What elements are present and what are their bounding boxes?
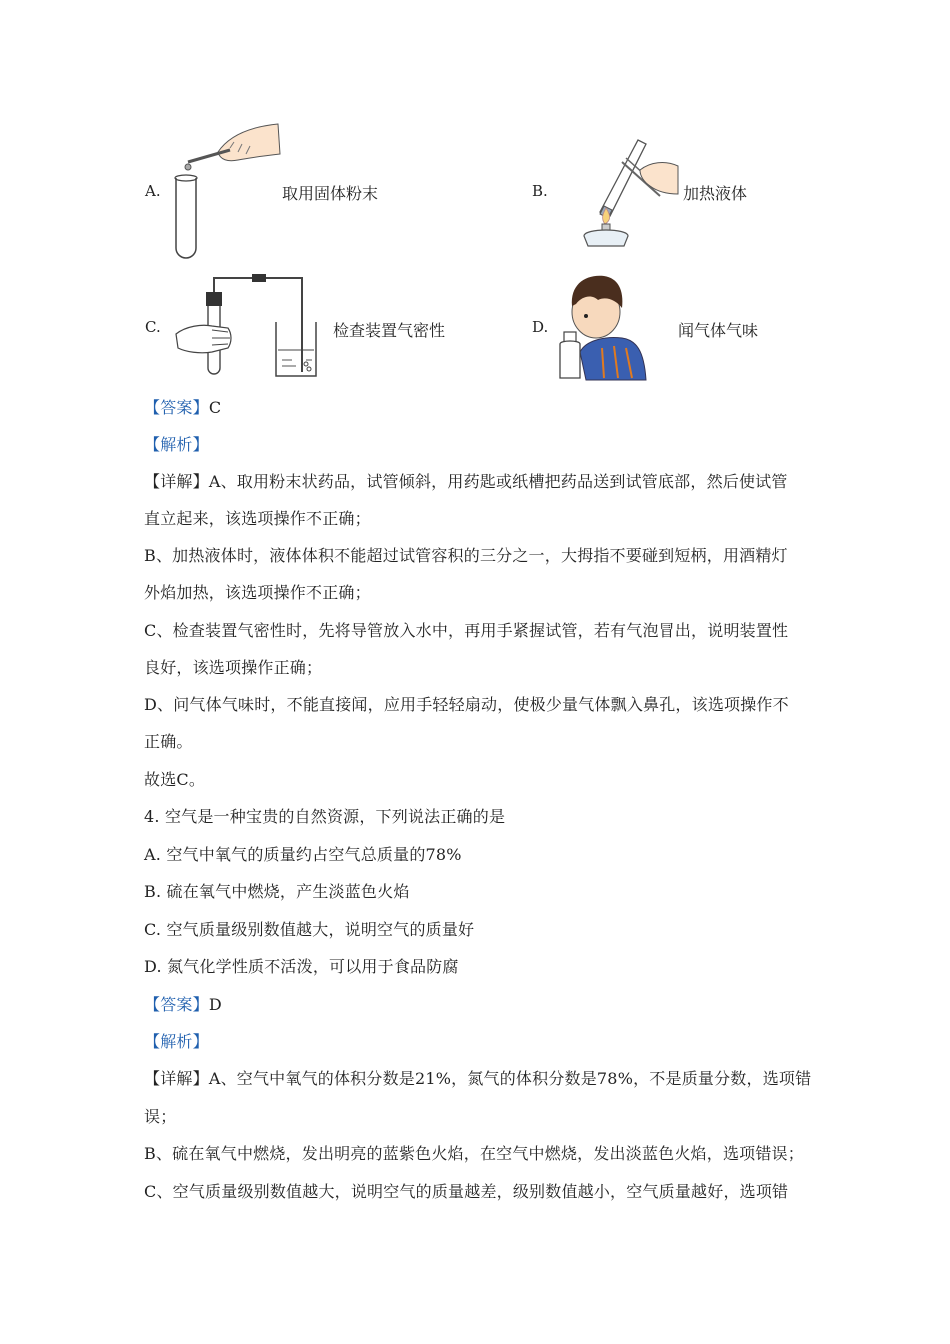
- q4-stem: 4. 空气是一种宝贵的自然资源，下列说法正确的是: [144, 807, 506, 826]
- q3-analysis-line: [144, 435, 814, 455]
- option-a-caption: 取用固体粉末: [282, 184, 379, 203]
- q4-option-d: D. 氮气化学性质不活泼，可以用于食品防腐: [144, 957, 459, 976]
- option-c-caption: 检查装置气密性: [333, 321, 446, 340]
- q3-answer-tag: 【答案】: [144, 398, 209, 417]
- option-d-caption: 闻气体气味: [678, 321, 759, 340]
- option-b-letter: B.: [532, 182, 548, 200]
- q3-detail-line: [144, 472, 814, 492]
- q4-answer-tag: 【答案】: [144, 995, 209, 1014]
- q3-analysis-tag: 【解析】: [144, 435, 209, 454]
- q4-detail-text: C、空气质量级别数值越大，说明空气的质量越差，级别数值越小，空气质量越好，选项错: [144, 1182, 789, 1201]
- q4-detail-text: 误；: [144, 1107, 177, 1126]
- q4-option-b: B. 硫在氧气中燃烧，产生淡蓝色火焰: [144, 882, 410, 901]
- q3-detail-text: B、加热液体时，液体体积不能超过试管容积的三分之一，大拇指不要碰到短柄，用酒精灯: [144, 546, 788, 565]
- q3-detail-tag: 【详解】: [144, 472, 209, 491]
- q3-detail-text: C、检查装置气密性时，先将导管放入水中，再用手紧握试管，若有气泡冒出，说明装置性: [144, 621, 789, 640]
- alcohol-lamp-heating-icon: [560, 132, 682, 250]
- q3-detail-text: 外焰加热，该选项操作不正确；: [144, 583, 371, 602]
- q4-detail-text: A、空气中氧气的体积分数是21%，氮气的体积分数是78%，不是质量分数，选项错: [208, 1069, 812, 1088]
- q4-detail-tag: 【详解】: [144, 1069, 209, 1088]
- option-c-letter: C.: [145, 318, 161, 336]
- q3-detail-text: A、取用粉末状药品，试管倾斜，用药匙或纸槽把药品送到试管底部，然后使试管: [208, 472, 788, 491]
- q4-answer-value: D: [208, 995, 222, 1014]
- q3-detail-text: D、问气体气味时，不能直接闻，应用手轻轻扇动，使极少量气体飘入鼻孔，该选项操作不: [144, 695, 789, 714]
- option-a-letter: A.: [145, 182, 161, 200]
- q3-detail-text: 直立起来，该选项操作不正确；: [144, 509, 371, 528]
- smelling-gas-icon: [556, 270, 648, 382]
- q3-detail-text: 良好，该选项操作正确；: [144, 658, 323, 677]
- option-b-caption: 加热液体: [683, 184, 748, 203]
- q4-answer-line: [144, 995, 814, 1015]
- q4-analysis-line: [144, 1032, 814, 1052]
- q4-analysis-tag: 【解析】: [144, 1032, 209, 1051]
- airtightness-check-icon: [172, 268, 324, 380]
- q3-answer-value: C: [208, 398, 222, 417]
- q3-answer-line: [144, 398, 814, 418]
- q3-conclusion: 故选C。: [144, 770, 206, 789]
- q4-option-a: A. 空气中氧气的质量约占空气总质量的78%: [144, 845, 462, 864]
- q4-option-c: C. 空气质量级别数值越大，说明空气的质量好: [144, 920, 475, 939]
- q3-detail-text: 正确。: [144, 732, 193, 751]
- q4-detail-text: B、硫在氧气中燃烧，发出明亮的蓝紫色火焰，在空气中燃烧，发出淡蓝色火焰，选项错误；: [144, 1144, 804, 1163]
- test-tube-powder-icon: [168, 122, 283, 260]
- option-d-letter: D.: [532, 318, 549, 336]
- q4-detail-line: [144, 1069, 814, 1089]
